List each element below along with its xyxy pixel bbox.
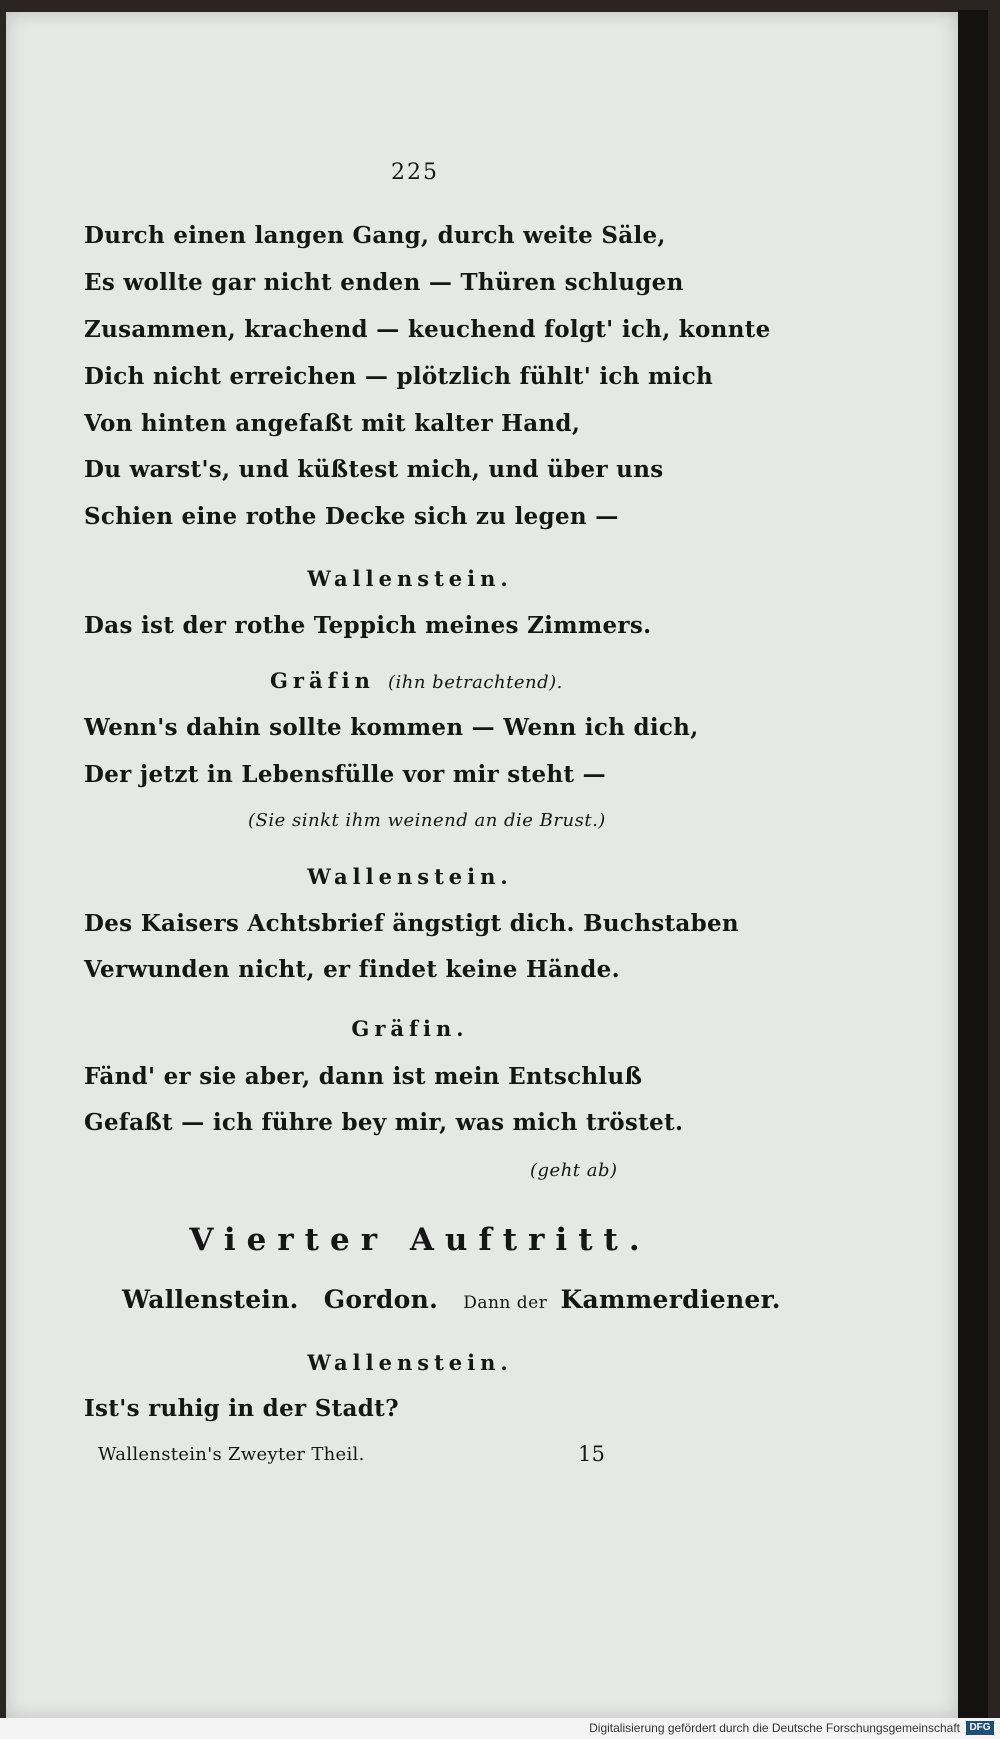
speaker-name: Wallenstein.	[307, 566, 513, 591]
verse-line: Du warst's, und küßtest mich, und über uns	[84, 456, 664, 483]
stage-direction: (Sie sinkt ihm weinend an die Brust.)	[248, 810, 606, 831]
verse-line: Gefaßt — ich führe bey mir, was mich tröstet.	[84, 1109, 684, 1136]
speaker-name: Gräfin	[270, 668, 375, 693]
verse-line: Zusammen, krachend — keuchend folgt' ich, konnte	[84, 316, 771, 343]
cast-name: Kammerdiener.	[560, 1285, 781, 1314]
verse-line: Der jetzt in Lebensfülle vor mir steht —	[84, 761, 606, 788]
stage-direction: (geht ab)	[530, 1160, 618, 1181]
cast-name: Gordon.	[323, 1285, 439, 1314]
verse-line: Von hinten angefaßt mit kalter Hand,	[84, 410, 581, 437]
verse-line: Ist's ruhig in der Stadt?	[84, 1395, 399, 1422]
verse-line: Des Kaisers Achtsbrief ängstigt dich. Buchstaben	[84, 910, 739, 937]
verse-line: Verwunden nicht, er findet keine Hände.	[84, 956, 620, 983]
cast-connector: Dann der	[463, 1293, 548, 1313]
speaker-name: Gräfin.	[351, 1016, 469, 1041]
verse-line: Das ist der rothe Teppich meines Zimmers.	[84, 612, 652, 639]
page-number: 225	[391, 160, 439, 185]
speaker-name: Wallenstein.	[307, 1350, 513, 1375]
verse-line: Schien eine rothe Decke sich zu legen —	[84, 503, 619, 530]
running-footer: Wallenstein's Zweyter Theil.	[98, 1444, 365, 1465]
verse-line: Es wollte gar nicht enden — Thüren schlugen	[84, 269, 684, 296]
dfg-logo: DFG	[966, 1721, 994, 1735]
verse-line: Durch einen langen Gang, durch weite Säle,	[84, 222, 666, 249]
speaker-name: Wallenstein.	[307, 864, 513, 889]
verse-line: Wenn's dahin sollte kommen — Wenn ich dich,	[84, 714, 699, 741]
book-edge	[958, 10, 988, 1720]
speaker-with-direction	[270, 668, 563, 693]
scene-heading: Vierter Auftritt.	[189, 1222, 651, 1258]
verse-line: Dich nicht erreichen — plötzlich fühlt' ich mich	[84, 363, 714, 390]
signature-mark: 15	[578, 1442, 606, 1466]
cast-name: Wallenstein.	[122, 1285, 299, 1314]
digitization-credit: Digitalisierung gefördert durch die Deutsche Forschungsgemeinschaft	[589, 1721, 960, 1735]
cast-list	[122, 1285, 781, 1314]
verse-line: Fänd' er sie aber, dann ist mein Entschluß	[84, 1063, 643, 1090]
stage-direction: (ihn betrachtend).	[387, 672, 563, 693]
